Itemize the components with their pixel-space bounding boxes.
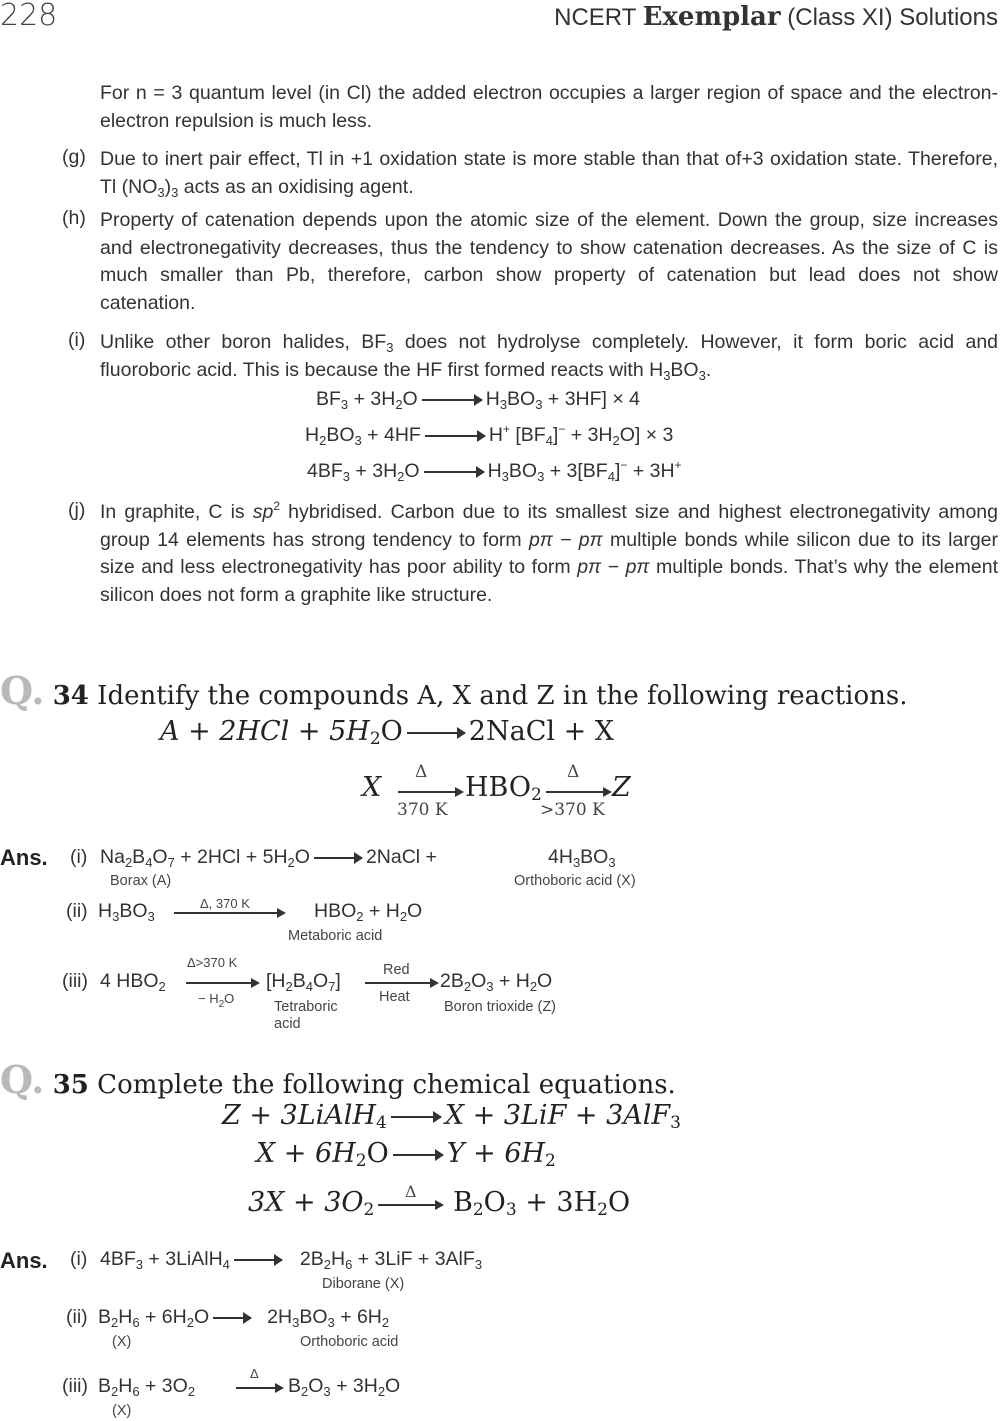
- q35-ans-i-label: (i): [70, 1248, 88, 1270]
- q34-hbo2: $HBO_2$: [465, 772, 542, 805]
- q35-equation-1: Z + 3LiAlH$_4$ X + 3LiF + 3AlF$_3$: [222, 1100, 681, 1133]
- q34-ans-iii-cond-top: Δ>370 K: [187, 955, 238, 970]
- q35-ans-ii-label: (ii): [66, 1306, 88, 1328]
- q34-ans-ii-arrow: [174, 912, 278, 914]
- q34-orthoboric-label: Orthoboric acid (X): [514, 873, 636, 889]
- q34-ans-i-left: $Na_2B_4O_7 + 2HCl + 5H_2O$ 2NaCl +: [100, 846, 437, 870]
- q35-diborane-label: Diborane (X): [322, 1276, 405, 1292]
- running-header: NCERT Exemplar (Class XI) Solutions: [554, 2, 998, 32]
- q34-ans-iii-arrow-2: [365, 982, 431, 984]
- q34-ans-iii-cond-bot: − $H_2O$: [198, 991, 235, 1010]
- label-h: (h): [62, 207, 86, 229]
- q35-eq3-arrow: [378, 1204, 436, 1206]
- q34-red-label: Red: [383, 962, 410, 978]
- q34-delta-1: Δ: [415, 762, 428, 782]
- q34-ans-iii-right: $2B_2O_3 + H_2O$: [440, 970, 553, 994]
- equation-i-1: $BF_3 + 3H_2O$ $H_3BO_3 + 3HF] \times 4$: [316, 388, 641, 412]
- label-g: (g): [62, 146, 86, 168]
- q35-ans-iii-x: (X): [112, 1403, 132, 1419]
- q34-metaboric-label: Metaboric acid: [288, 928, 383, 944]
- answer-g: Due to inert pair effect, Tl in +1 oxidation state is more stable than that of+3 oxidation state. Therefore, Tl $(NO_3)_3$ acts as an oxidising agent.: [100, 148, 998, 200]
- equation-i-2: $H_2BO_3 + 4HF$ H+ $[BF_4]^- + 3H_2O] \times 3$: [305, 422, 674, 448]
- q35-equation-3-right: $B_2O_3 + 3H_2O$: [453, 1187, 631, 1220]
- q34-ans-ii-label: (ii): [66, 900, 88, 922]
- q34-ans-ii-condition: Δ, 370 K: [200, 896, 250, 911]
- q34-ans-i-right: $4H_3BO_3$: [548, 846, 616, 870]
- answer-f-continuation: For n = 3 quantum level (in Cl) the added electron occupies a larger region of space and the electron-electron repulsion is much less.: [100, 82, 998, 132]
- q34-tetraboric-label: Tetraboric acid: [274, 999, 338, 1032]
- q35-ans-i: $4BF_3$ + 3LiAlH$_4$ $2B_2H_6 + 3LiF + 3AlF_3$: [100, 1248, 483, 1272]
- q35-ans-iii-delta: Δ: [250, 1366, 259, 1381]
- q35-ans-iii-right: $B_2O_3 + 3H_2O$: [288, 1375, 401, 1399]
- q34-ans-label: Ans.: [0, 845, 48, 870]
- q35-ans-ii: $B_2H_6 + 6H_2O$ $2H_3BO_3 + 6H_2$: [98, 1306, 390, 1330]
- q34-temp-1: 370 K: [397, 800, 448, 820]
- q34-arrow-1: [398, 791, 456, 793]
- q34-ans-iii-left: 4 $HBO_2$: [100, 970, 166, 994]
- q34-ans-iii-label: (iii): [62, 970, 88, 992]
- q34-borax-label: Borax (A): [110, 873, 172, 889]
- q34-ans-iii-mid: $[H_2B_4O_7]$: [266, 970, 341, 994]
- question-35-heading: Q. 35 Complete the following chemical equations.: [0, 1057, 676, 1102]
- q34-equation-2: X: [362, 772, 382, 803]
- q34-ans-iii-arrow-1: [186, 982, 252, 984]
- q34-arrow-2: [546, 791, 604, 793]
- equation-i-3: $4BF_3 + 3H_2O$ $H_3BO_3 + 3[BF_4]^- + 3H^+$: [307, 458, 682, 484]
- answer-i: Unlike other boron halides, $BF_3$ does not hydrolyse completely. However, it form boric acid and fluoroboric acid. This is because the HF first formed reacts with $H_3BO_3$.: [100, 331, 999, 383]
- q34-delta-2: Δ: [567, 762, 580, 782]
- label-j: (j): [68, 499, 86, 521]
- label-i: (i): [68, 329, 86, 351]
- answer-j: In graphite, C is $sp^2$ hybridised. Carbon due to its smallest size and highest electronegativity among group 14 elements has strong tendency to form pπ − pπ multiple bonds while silicon due to its larger size and less electronegativity has poor ability to form pπ − pπ multiple bonds. That’s why the element silicon does not form a graphite like structure.: [100, 499, 998, 606]
- q35-equation-3-left: $3X + 3O_2$: [248, 1187, 375, 1220]
- answer-h: Property of catenation depends upon the atomic size of the element. Down the group, size increases and electronegativity decreases, thus the tendency to show catenation decreases. As the size of C is much smaller than Pb, therefore, carbon show property of catenation but lead does not show catenation.: [100, 209, 998, 314]
- q35-equation-2: $X + 6H_2O$ $Y + 6H_2$: [256, 1138, 556, 1171]
- q35-eq3-delta: Δ: [405, 1182, 417, 1201]
- q34-equation-1: $A + 2HCl + 5H_2O$ 2NaCl + X: [160, 716, 615, 749]
- q34-heat-label: Heat: [379, 989, 410, 1005]
- q34-boron-trioxide-label: Boron trioxide (Z): [444, 999, 557, 1015]
- q35-ans-iii-label: (iii): [62, 1375, 88, 1397]
- q35-ans-label: Ans.: [0, 1248, 48, 1273]
- q34-ans-ii-right: $HBO_2 + H_2O$: [314, 900, 423, 924]
- q35-ans-ii-x: (X): [112, 1334, 132, 1350]
- q35-ans-iii-arrow: [236, 1387, 276, 1389]
- q34-ans-i-label: (i): [70, 846, 88, 868]
- page-number: 228: [0, 0, 58, 33]
- q35-ans-iii-left: $B_2H_6 + 3O_2$: [98, 1375, 196, 1399]
- q34-temp-2: >370 K: [540, 800, 605, 820]
- q35-orthoboric-label: Orthoboric acid: [300, 1334, 399, 1350]
- q34-z: Z: [612, 772, 631, 803]
- question-34-heading: Q. 34 Identify the compounds A, X and Z in the following reactions.: [0, 668, 908, 713]
- q34-ans-ii-left: $H_3BO_3$: [98, 900, 155, 924]
